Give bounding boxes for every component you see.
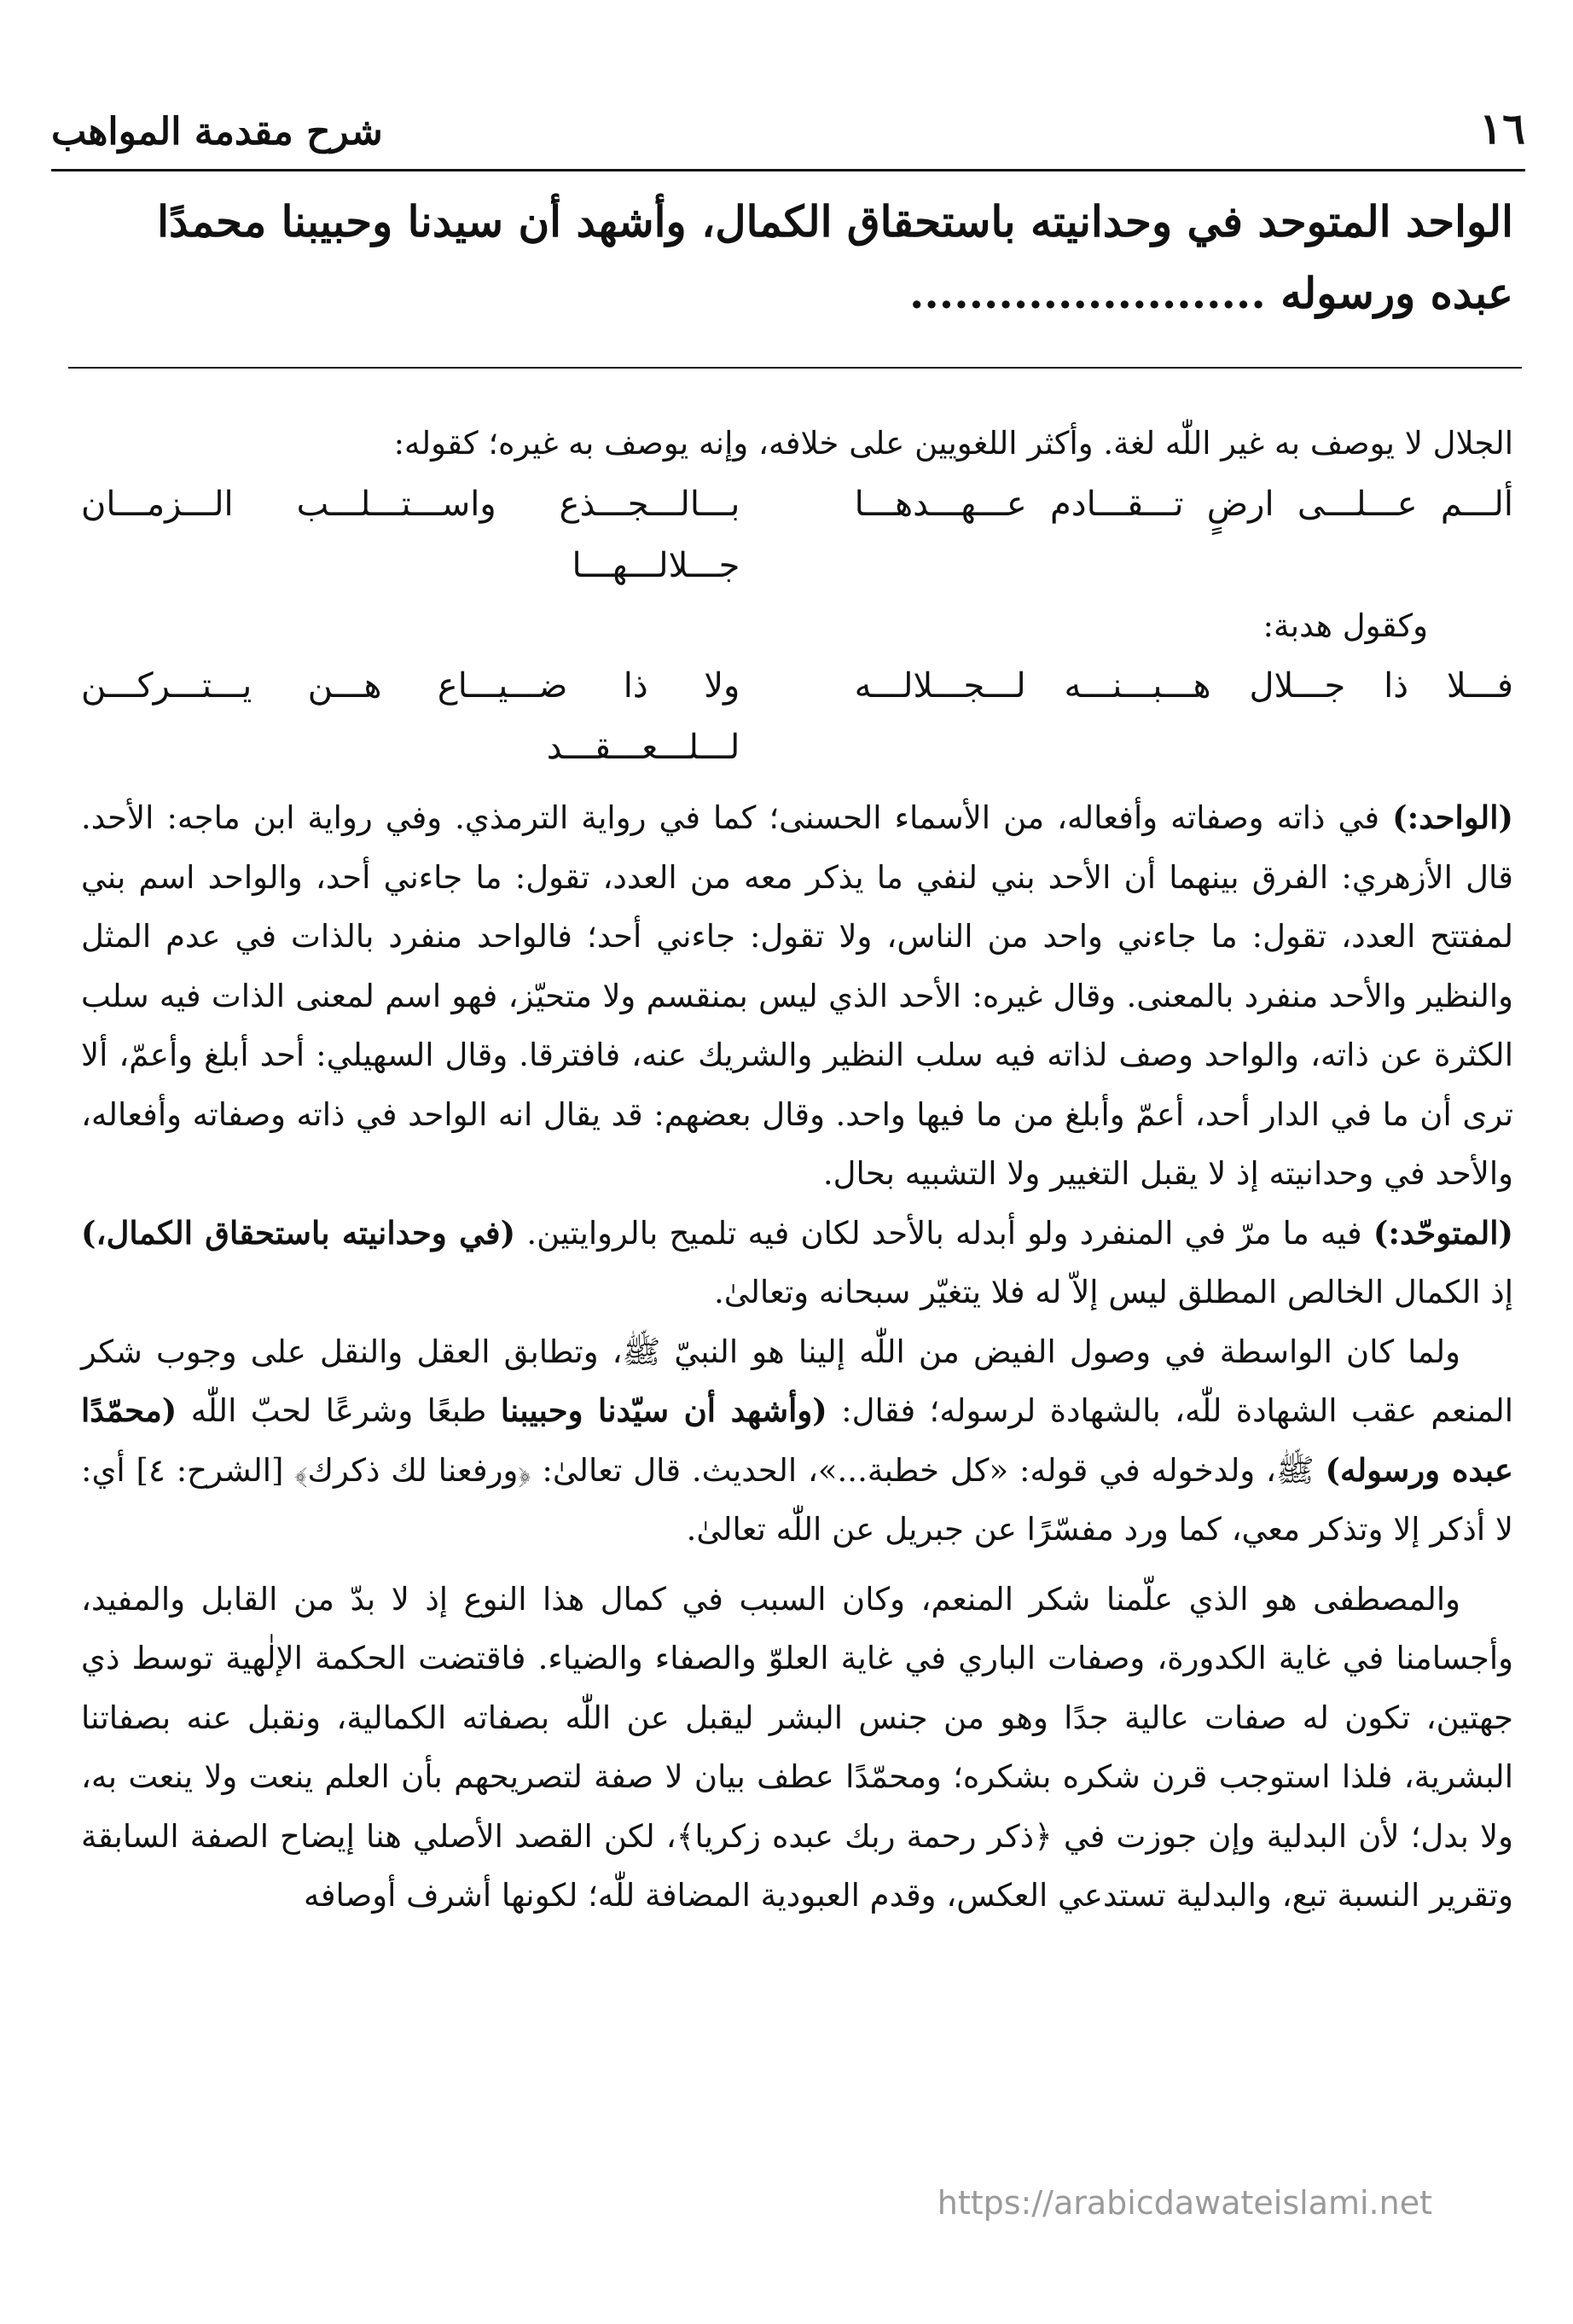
paragraph-2: وكقول هدبة: — [1262, 607, 1428, 644]
matn-line-2 — [75, 258, 1513, 329]
matn-line-2-text: عبده ورسوله — [1280, 268, 1513, 318]
verse-1-second-hemistich: بـــالـــجـــذع واســـتـــلـــب الـــزمـــان جـــلالـــهـــا — [81, 484, 740, 585]
running-title: شرح مقدمة المواهب — [51, 110, 383, 154]
matn-dots: ........................ — [908, 268, 1266, 318]
paragraph-4-text-b: إذ الكمال الخالص المطلق ليس إلاّ له فلا يتغيّر سبحانه وتعالىٰ. — [714, 1274, 1513, 1310]
paragraph-5-text-b: طبعًا وشرعًا لحبّ اللّٰه — [177, 1392, 501, 1429]
matn-line-1: الواحد المتوحد في وحدانيته باستحقاق الكمال، وأشهد أن سيدنا وحبيبنا محمدًا — [157, 196, 1513, 247]
lemma-al-mutawahhid: (المتوحّد:) — [1373, 1213, 1513, 1252]
paragraph-1: الجلال لا يوصف به غير اللّٰه لغة. وأكثر اللغويين على خلافه، وإنه يوصف به غيره؛ كقوله: — [393, 425, 1513, 462]
lemma-al-wahid: (الواحد:) — [1392, 799, 1513, 836]
paragraph-4-text-a: فيه ما مرّ في المنفرد ولو أبدله بالأحد لكان فيه تلميح بالروايتين. — [515, 1214, 1373, 1252]
page-header — [51, 85, 1525, 171]
lemma-ashhadu: (وأشهد أن سيّدنا وحبيبنا — [500, 1391, 827, 1429]
page-number: ١٦ — [1479, 103, 1525, 154]
paragraph-4 — [81, 1204, 1513, 1322]
verse-1 — [81, 474, 1513, 596]
paragraph-5-text-c: ﷺ، ولدخوله في قوله: «كل خطبة...»، الحديث. قال تعالىٰ: ﴿ورفعنا لك ذكرك﴾ [الشرح: ٤] أي: لا أذكر إلا وتذكر معي، كما ورد مفسّرًا عن جبريل عن اللّٰه تعالىٰ. — [81, 1451, 1513, 1548]
paragraph-6: والمصطفى هو الذي علّمنا شكر المنعم، وكان السبب في كمال هذا النوع إذ لا بدّ من القابل والمفيد، وأجسامنا في غاية الكدورة، وصفات الباري في غاية العلوّ والصفاء والضياء. فاقتضت الحكمة الإلٰهية توسط ذي جهتين، تكون له صفات عالية جدًا وهو من جنس البشر ليقبل عن اللّٰه بصفاته الكمالية، ونقبل عنه بصفاتنا البشرية، فلذا استوجب قرن شكره بشكره؛ ومحمّدًا عطف بيان لا صفة لتصريحهم بأن العلم ينعت ولا ينعت به، ولا بدل؛ لأن البدلية وإن جوزت في ﴿ذكر رحمة ربك عبده زكريا﴾، لكن القصد الأصلي هنا إيضاح الصفة السابقة وتقرير النسبة تبع، والبدلية تستدعي العكس، وقدم العبودية المضافة للّٰه؛ لكونها أشرف أوصافه — [81, 1580, 1513, 1914]
watermark-url: https://arabicdawateislami.net — [937, 2184, 1432, 2222]
matn-text — [75, 186, 1513, 329]
paragraph-3-text: في ذاته وصفاته وأفعاله، من الأسماء الحسنى؛ كما في رواية الترمذي. وفي رواية ابن ماجه: الأحد. قال الأزهري: الفرق بينهما أن الأحد بني لنفي ما يذكر معه من العدد، تقول: ما جاءني أحد، والواحد اسم بني لمفتتح العدد، تقول: ما جاءني واحد من الناس، ولا تقول: جاءني أحد؛ فالواحد منفرد بالذات في عدم المثل والنظير والأحد منفرد بالمعنى. وقال غيره: الأحد الذي ليس بمنقسم ولا متحيّز، فهو اسم لمعنى الذات فيه سلب الكثرة عن ذاته، والواحد وصف لذاته فيه سلب النظير والشريك عنه، فافترقا. وقال السهيلي: أحد أبلغ وأعمّ، ألا ترى أن ما في الدار أحد، أعمّ وأبلغ من ما فيها واحد. وقال بعضهم: قد يقال انه الواحد في ذاته وصفاته وأفعاله، والأحد في وحدانيته إذ لا يقبل التغيير ولا التشبيه بحال. — [81, 799, 1513, 1192]
verse-2-first-hemistich: فـــلا ذا جـــلال هـــبـــنـــه لـــجـــلالـــه — [854, 666, 1513, 706]
paragraph-3 — [81, 788, 1513, 1204]
lemma-fi-wahdaniyyatihi: (في وحدانيته باستحقاق الكمال،) — [81, 1213, 516, 1252]
paragraph-5 — [81, 1322, 1513, 1560]
matn-divider — [68, 367, 1522, 369]
paragraph-5-text-a: ولما كان الواسطة في وصول الفيض من اللّٰه إلينا هو النبيّ ﷺ، وتطابق العقل والنقل على وجوب شكر المنعم عقب الشهادة للّٰه، بالشهادة لرسوله؛ فقال: — [81, 1333, 1514, 1429]
lemma-muhammadan: (محمّدًا عبده ورسوله) — [81, 1391, 1514, 1489]
verse-1-first-hemistich: ألـــم عـــلـــى ارضٍ تـــقـــادم عـــهـــدهـــا — [854, 484, 1513, 524]
commentary-body — [81, 414, 1513, 1926]
verse-2 — [81, 655, 1513, 778]
verse-2-second-hemistich: ولا ذا ضـــيـــاع هـــن يـــتـــركـــن لـــلـــعـــقـــد — [81, 666, 740, 767]
